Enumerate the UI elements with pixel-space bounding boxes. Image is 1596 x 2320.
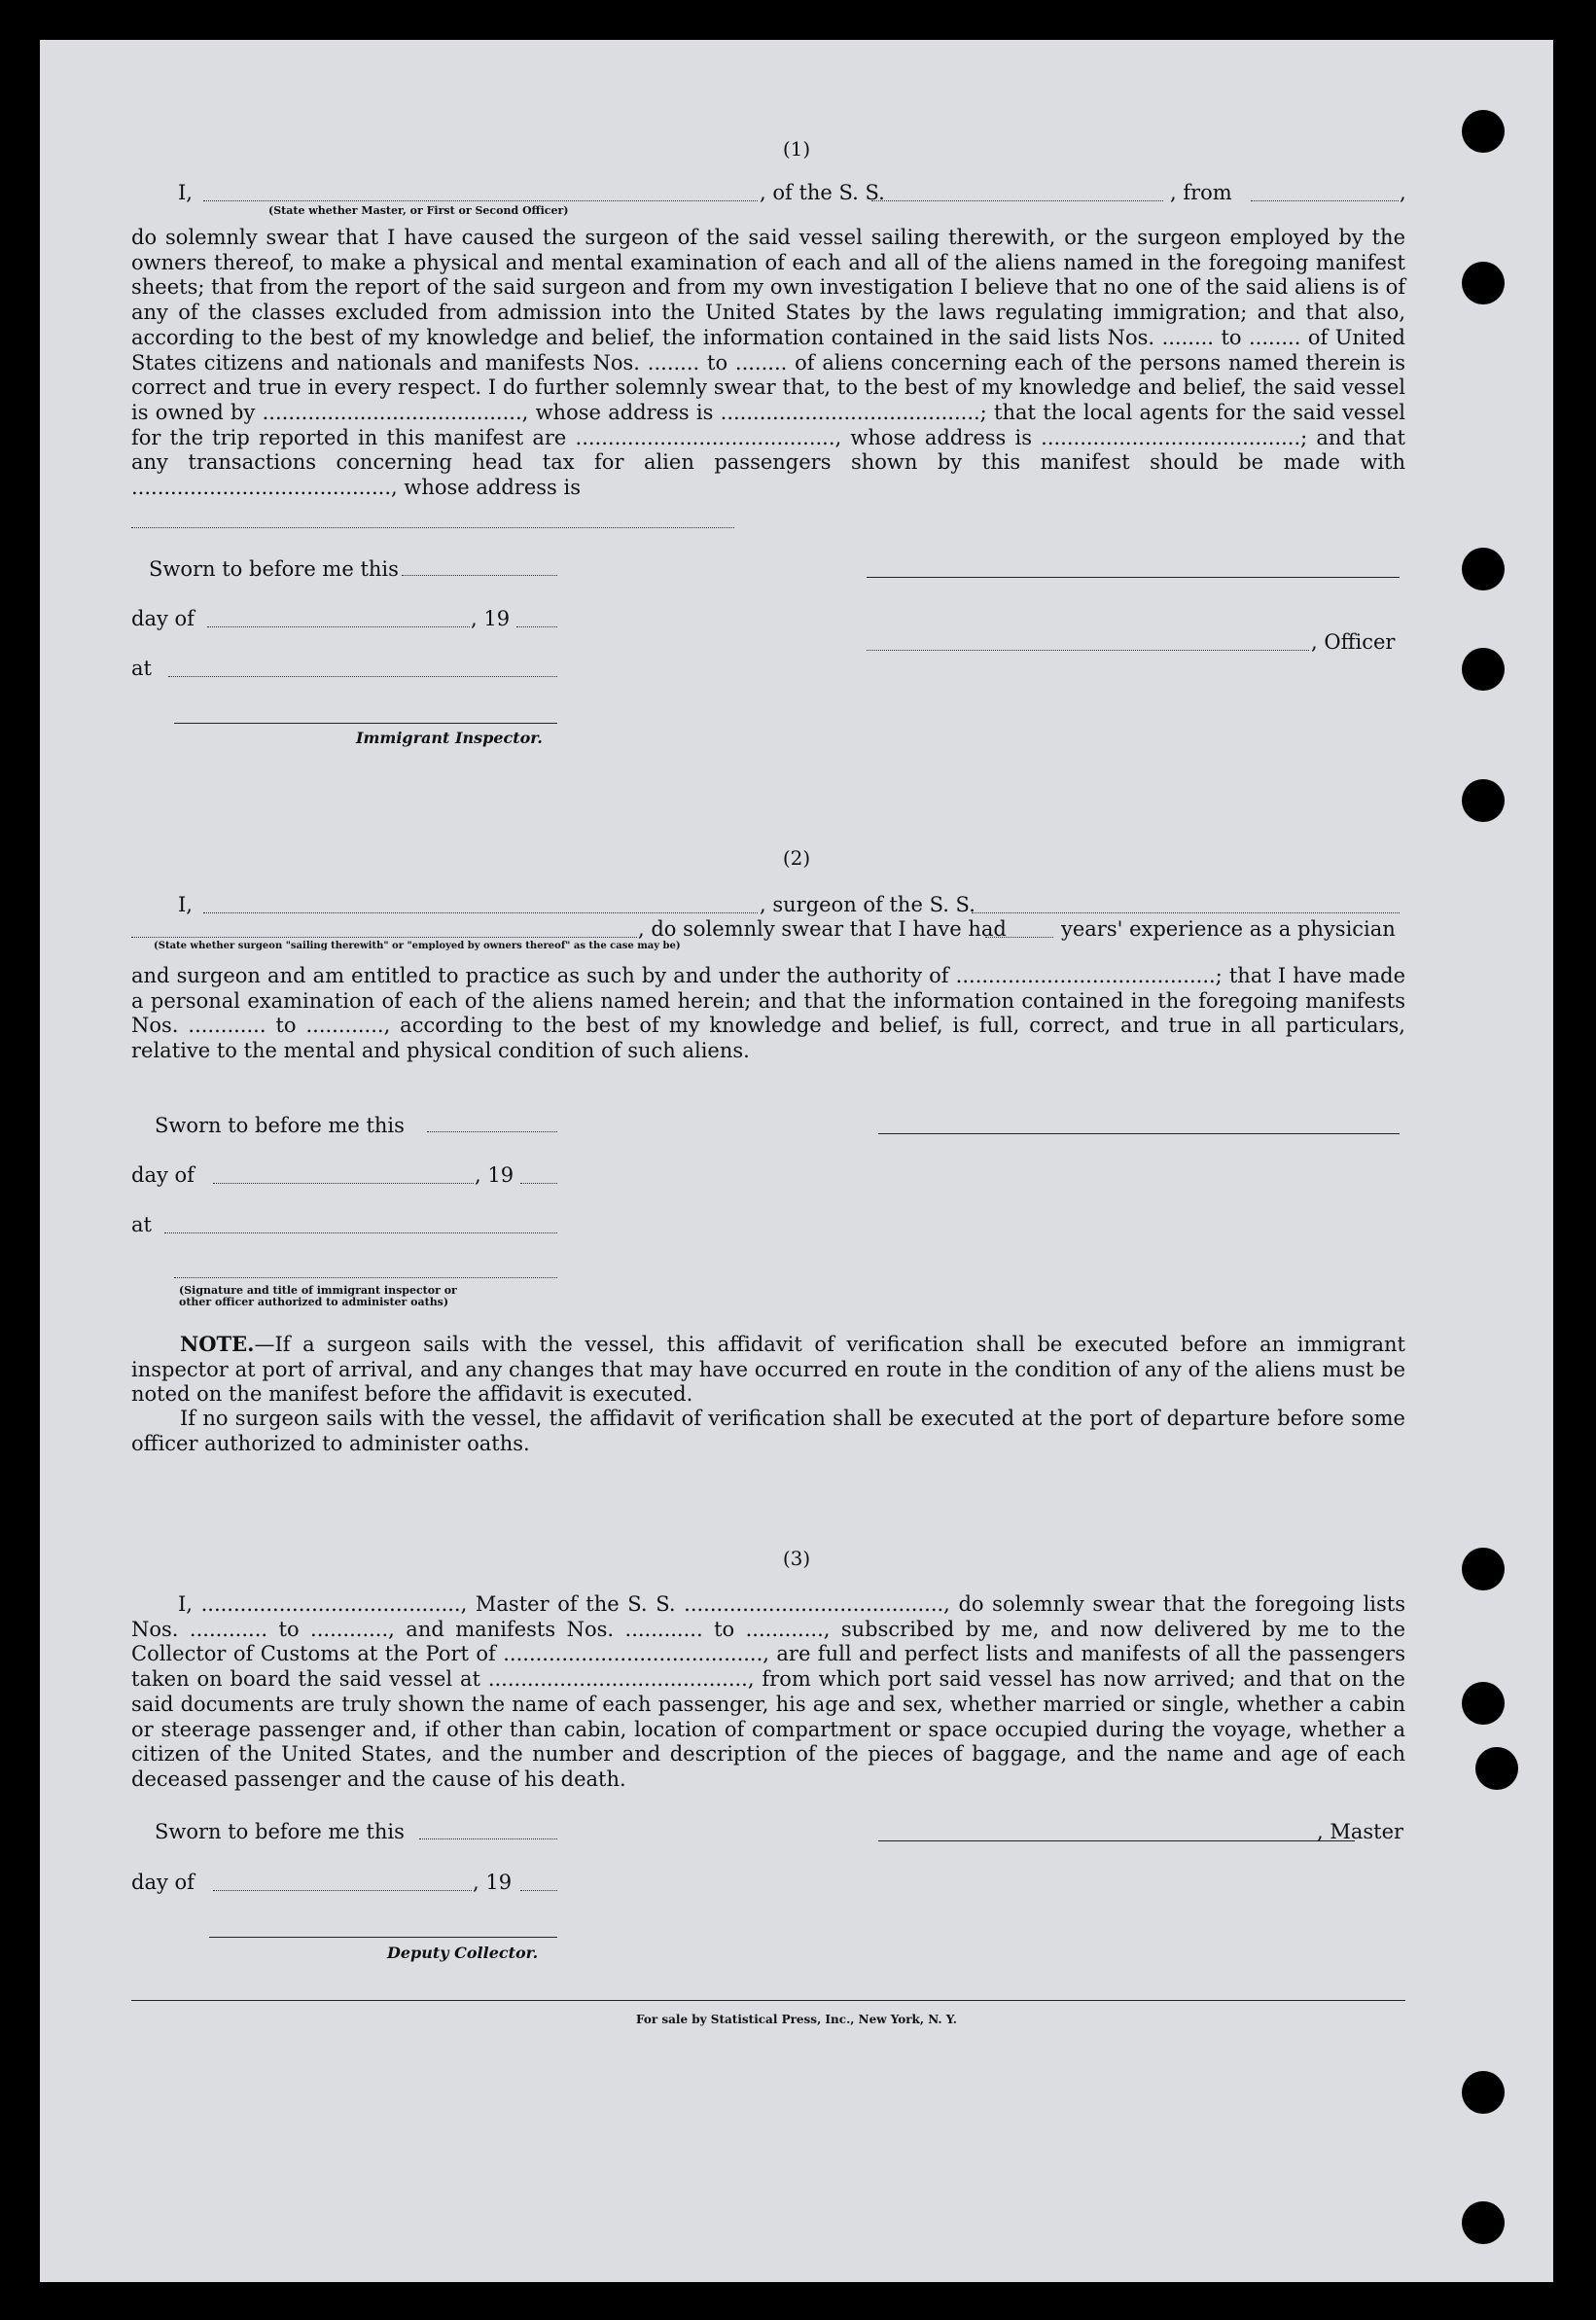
surgeon-status-caption: (State whether surgeon "sailing therewith" or "employed by owners thereof" as the case may be) (154, 941, 681, 951)
punch-hole (1462, 648, 1505, 691)
sworn-label-3: Sworn to before me this (155, 1820, 405, 1843)
punch-hole (1462, 2201, 1505, 2244)
officer-title-field[interactable] (867, 650, 1309, 651)
section-1-of-ss: , of the S. S. (760, 181, 885, 204)
surgeon-signature-line[interactable] (878, 1133, 1400, 1134)
punch-hole (1462, 262, 1505, 304)
deputy-collector-signature-line[interactable] (209, 1937, 557, 1938)
at-field-1[interactable] (168, 676, 557, 677)
section-2-swear: , do solemnly swear that I have had (638, 917, 1007, 941)
punch-hole (1475, 1747, 1518, 1790)
section-1-comma: , (1400, 181, 1406, 204)
year-label-2: , 19 (475, 1163, 514, 1187)
officer-label: , Officer (1311, 630, 1396, 654)
punch-hole (1462, 779, 1505, 822)
punch-hole (1462, 2071, 1505, 2114)
section-2-oath-text: and surgeon and am entitled to practice as such by and under the authority of ........................................; that I have made a personal examination of each of the aliens named herein; and that the information contained in the foregoing manifests Nos. ............ to ............, according to the best of my knowledge and belief, is full, correct, and true in all particulars, relative to the mental and physical condition of such aliens. (131, 964, 1405, 1063)
day-of-label-3: day of (131, 1871, 195, 1894)
section-3-number: (3) (782, 1547, 811, 1570)
immigrant-inspector-caption: Immigrant Inspector. (356, 729, 543, 747)
vessel-name-field[interactable] (871, 200, 1163, 201)
section-1-oath-text: do solemnly swear that I have caused the surgeon of the said vessel sailing therewith, or the surgeon employed by the owners thereof, to make a physical and mental examination of each and all of the aliens named in the foregoing manifest sheets; that from the report of the said surgeon and from my own investigation I believe that no one of the said aliens is of any of the classes excluded from admission into the United States by the laws regulating immigration; and that also, according to the best of my knowledge and belief, the information contained in the said lists Nos. ........ to ........ of United States citizens and nationals and manifests Nos. ........ to ........ of aliens concerning each of the persons named therein is correct and true in every respect. I do further solemnly swear that, to the best of my knowledge and belief, the said vessel is owned by ........................................, whose address is ........................................; that the local agents for the said vessel for the trip reported in this manifest are ........................................, whose address is ........................................; and that any transactions concerning head tax for alien passengers shown by this manifest should be made with ........................................, whose address is (131, 226, 1405, 500)
printer-credit: For sale by Statistical Press, Inc., New York, N. Y. (636, 2013, 957, 2026)
at-label-1: at (131, 657, 152, 680)
sworn-date-field-1[interactable] (402, 575, 557, 576)
officer-signature-line[interactable] (867, 577, 1400, 578)
day-of-field-2[interactable] (213, 1183, 474, 1184)
manifest-affidavit-page (40, 40, 1553, 2282)
day-of-label-1: day of (131, 607, 195, 630)
master-label: , Master (1317, 1820, 1404, 1843)
note-text-1: —If a surgeon sails with the vessel, this affidavit of verification shall be executed before an immigrant inspector at port of arrival, and any changes that may have occurred en route in the condition of any of the aliens must be noted on the manifest before the affidavit is executed. (131, 1333, 1405, 1407)
section-2-surgeon-ss: , surgeon of the S. S. (760, 893, 975, 916)
surgeon-name-field[interactable] (203, 912, 758, 913)
address-continuation-field[interactable] (131, 527, 734, 528)
sworn-date-field-2[interactable] (427, 1131, 557, 1132)
officer-rank-caption: (State whether Master, or First or Second Officer) (268, 204, 569, 217)
master-name-field[interactable] (203, 200, 758, 201)
sworn-date-field-3[interactable] (419, 1838, 557, 1839)
section-2-number: (2) (782, 846, 811, 870)
day-of-label-2: day of (131, 1163, 195, 1187)
year-label-1: , 19 (471, 607, 511, 630)
surgeon-vessel-field[interactable] (972, 912, 1400, 913)
at-field-2[interactable] (164, 1232, 557, 1233)
day-of-field-3[interactable] (213, 1890, 472, 1891)
years-experience-field[interactable] (985, 937, 1053, 938)
port-from-field[interactable] (1251, 200, 1399, 201)
punch-hole (1462, 1682, 1505, 1725)
year-label-3: , 19 (473, 1871, 513, 1894)
section-1-number: (1) (782, 137, 811, 161)
footer-rule (131, 2000, 1405, 2001)
day-of-field-1[interactable] (207, 626, 470, 627)
section-2-years: years' experience as a physician (1061, 917, 1396, 941)
surgeon-status-field[interactable] (131, 937, 637, 938)
note-text-2: If no surgeon sails with the vessel, the affidavit of verification shall be executed at the port of departure before some officer authorized to administer oaths. (131, 1407, 1405, 1455)
year-field-2[interactable] (520, 1183, 557, 1184)
sworn-label-2: Sworn to before me this (155, 1114, 405, 1137)
note-label: NOTE. (180, 1332, 255, 1356)
year-field-1[interactable] (516, 626, 557, 627)
note-paragraph-2 (131, 1407, 1405, 1456)
year-field-3[interactable] (520, 1890, 557, 1891)
section-3-oath-text: I, ........................................, Master of the S. S. ........................................, do solemnly swear that the foregoing lists Nos. ............ to ............, and manifests Nos. ............ to ............, subscribed by me, and now delivered by me to the Collector of Customs at the Port of ........................................, are full and perfect lists and manifests of all the passengers taken on board the said vessel at ........................................, from which port said vessel has now arrived; and that on the said documents are truly shown the name of each passenger, his age and sex, whether married or single, whether a cabin or steerage passenger and, if other than cabin, location of compartment or space occupied during the voyage, whether a citizen of the United States, and the number and description of the pieces of baggage, and the name and age of each deceased passenger and the cause of his death. (131, 1592, 1405, 1791)
signature-caption-line-2: other officer authorized to administer oaths) (179, 1296, 449, 1308)
note-paragraph-1 (131, 1332, 1405, 1408)
deputy-collector-caption: Deputy Collector. (387, 1944, 539, 1962)
master-signature-line[interactable] (878, 1840, 1355, 1841)
signature-caption-line-1: (Signature and title of immigrant inspector or (179, 1284, 457, 1297)
inspector-signature-line[interactable] (174, 723, 557, 724)
at-label-2: at (131, 1213, 152, 1236)
punch-hole (1462, 548, 1505, 590)
authorized-officer-signature-line[interactable] (174, 1277, 557, 1278)
section-2-i: I, (178, 893, 193, 916)
section-1-i: I, (178, 181, 193, 204)
sworn-label-1: Sworn to before me this (149, 557, 399, 581)
section-1-from: , from (1170, 181, 1232, 204)
